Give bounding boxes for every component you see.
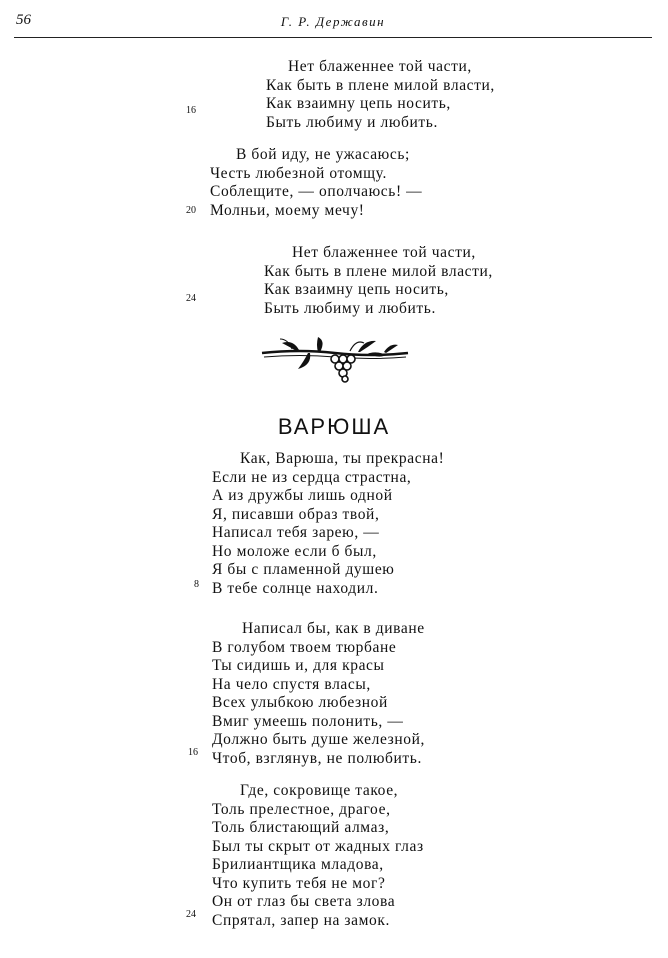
verse-line [0, 543, 668, 562]
poem2-stanza-3 [0, 782, 668, 930]
verse-line [0, 856, 668, 875]
verse-line [0, 263, 668, 282]
verse-line [0, 580, 668, 599]
poem2-stanza-2 [0, 620, 668, 768]
page-number: 56 [16, 12, 31, 28]
verse-line [0, 202, 668, 221]
verse-line [0, 639, 668, 658]
verse-line [0, 524, 668, 543]
verse-line [0, 561, 668, 580]
verse-text: Ты сидишь и, для красы [212, 657, 385, 674]
verse-text: Написал бы, как в диване [242, 620, 425, 637]
poem-title: ВАРЮША [277, 414, 391, 439]
verse-line [0, 244, 668, 263]
verse-text: В бой иду, не ужасаюсь; [236, 146, 410, 163]
line-number: 16 [188, 746, 198, 758]
verse-line [0, 731, 668, 750]
verse-line [0, 782, 668, 801]
verse-text: Я, писавши образ твой, [212, 505, 380, 523]
verse-text: Всех улыбкою любезной [212, 694, 388, 711]
verse-text: Толь прелестное, драгое, [212, 800, 391, 818]
line-number: 24 [186, 908, 196, 920]
verse-text: А из дружбы лишь одной [212, 487, 393, 504]
verse-line [0, 657, 668, 676]
line-number: 20 [186, 204, 196, 216]
verse-text: Где, сокровище такое, [240, 782, 399, 799]
verse-text: Нет блаженнее той части, [292, 244, 476, 261]
verse-text: Как взаимну цепь носить, [266, 95, 451, 112]
verse-text: Честь любезной отомщу. [210, 164, 387, 182]
verse-text: Как, Варюша, ты прекрасна! [240, 450, 445, 467]
verse-line [0, 183, 668, 202]
verse-text: В голубом твоем тюрбане [212, 638, 397, 656]
verse-text: Спрятал, запер на замок. [212, 911, 390, 929]
grape-vine-ornament-icon [260, 335, 410, 383]
verse-line [0, 450, 668, 469]
verse-text: Быть любиму и любить. [264, 299, 436, 317]
verse-text: Если не из сердца страстна, [212, 468, 412, 486]
poem1-stanza-3 [0, 244, 668, 318]
verse-text: Молньи, моему мечу! [210, 201, 365, 219]
verse-line [0, 620, 668, 639]
verse-line [0, 893, 668, 912]
verse-line [0, 58, 668, 77]
verse-text: Был ты скрыт от жадных глаз [212, 837, 424, 855]
verse-line [0, 292, 668, 319]
verse-line [0, 487, 668, 506]
verse-text: Соблещите, — ополчаюсь! — [210, 183, 423, 200]
verse-text: Чтоб, взглянув, не полюбить. [212, 749, 422, 767]
verse-text: Я бы с пламенной душею [212, 561, 395, 578]
verse-text: Брилиантщика младова, [212, 856, 384, 873]
running-title: Г. Р. Державин [280, 14, 386, 29]
verse-text: Написал тебя зарею, — [212, 524, 380, 541]
verse-text: На чело спустя власы, [212, 675, 371, 693]
line-number: 8 [194, 578, 199, 590]
line-number: 16 [186, 104, 196, 116]
verse-text: Вмиг умеешь полонить, — [212, 712, 404, 730]
verse-line [0, 77, 668, 96]
verse-line [0, 694, 668, 713]
verse-text: Как быть в плене милой власти, [266, 76, 495, 94]
verse-text: Как взаимну цепь носить, [264, 281, 449, 298]
poem2-stanza-1 [0, 450, 668, 598]
page-header [14, 10, 652, 36]
verse-text: Но моложе если б был, [212, 542, 377, 560]
verse-text: Он от глаз бы света злова [212, 893, 396, 910]
verse-text: Как быть в плене милой власти, [264, 262, 493, 280]
poem1-stanza-2 [0, 146, 668, 220]
verse-line [0, 746, 668, 769]
verse-line [0, 469, 668, 488]
verse-line [0, 676, 668, 695]
verse-line [0, 875, 668, 894]
verse-line [0, 104, 668, 133]
header-rule [14, 37, 652, 38]
verse-line [0, 146, 668, 165]
verse-line [0, 819, 668, 838]
verse-line [0, 713, 668, 732]
verse-line [0, 506, 668, 525]
verse-line [0, 95, 668, 114]
verse-text: В тебе солнце находил. [212, 579, 379, 597]
verse-line [0, 801, 668, 820]
verse-text: Толь блистающий алмаз, [212, 819, 390, 836]
verse-text: Быть любиму и любить. [266, 113, 438, 131]
verse-text: Нет блаженнее той части, [288, 58, 472, 75]
verse-text: Должно быть душе железной, [212, 731, 425, 748]
verse-line [0, 838, 668, 857]
verse-line [0, 908, 668, 931]
verse-text: Что купить тебя не мог? [212, 874, 386, 892]
poem1-stanza-1 [0, 58, 668, 132]
line-number: 24 [186, 292, 196, 304]
verse-line [0, 281, 668, 300]
verse-line [0, 165, 668, 184]
